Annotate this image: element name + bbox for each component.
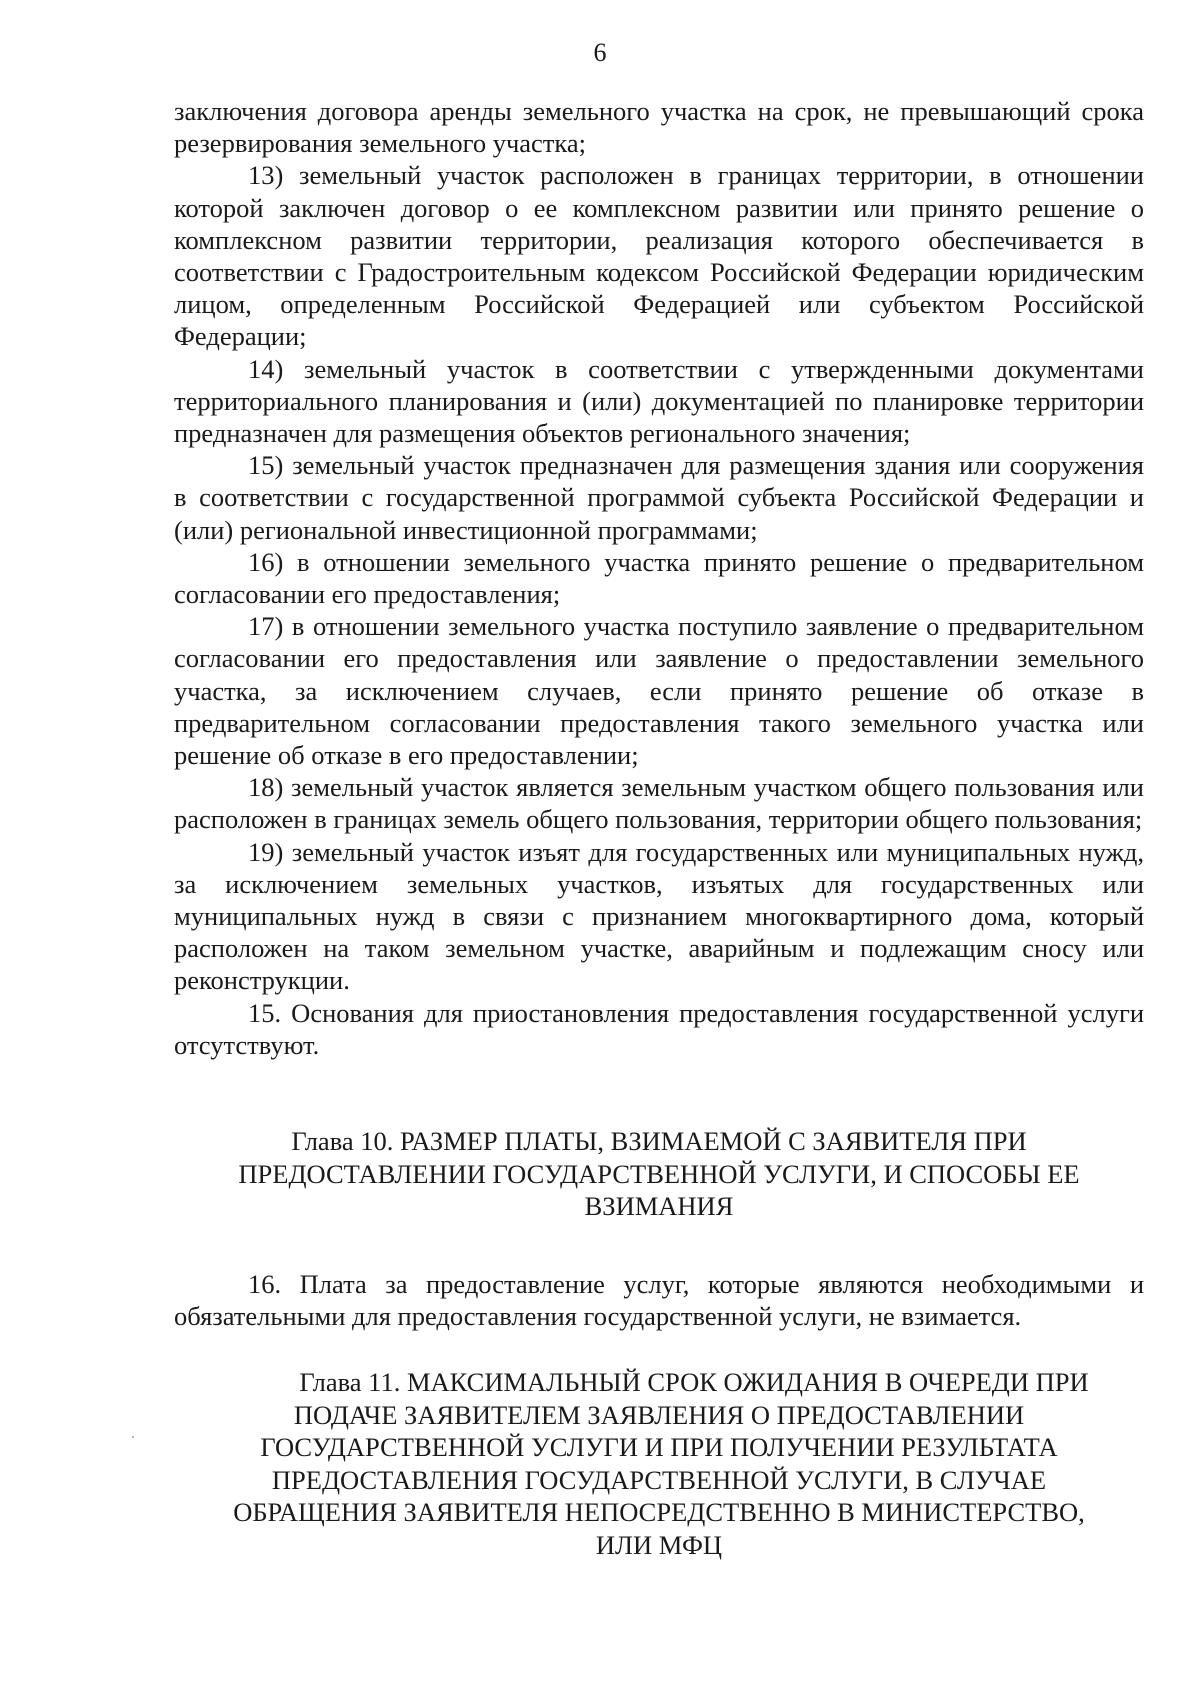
page-number: 6 [593,38,607,67]
paragraph-item-19: 19) земельный участок изъят для государственных или муниципальных нужд, за исключением земельных участков, изъятых для государственных или муниципальных нужд в связи с признанием многоквартирного дома, который расположен на таком земельном участке, аварийным и подлежащим сносу или реконструкции. [174,836,1144,996]
scan-speck [132,1436,134,1438]
paragraph-item-13: 13) земельный участок расположен в границах территории, в отношении которой заключен договор о ее комплексном развитии или принято решение о комплексном развитии территории, реализация которого обеспечивается в соответствии с Градостроительным кодексом Российской Федерации юридическим лицом, определенным Российской Федерацией или субъектом Российской Федерации; [174,160,1144,352]
chapter-10-heading-line: ПРЕДОСТАВЛЕНИИ ГОСУДАРСТВЕННОЙ УСЛУГИ, И СПОСОБЫ ЕЕ [238,1158,1080,1189]
chapter-11-heading [174,1366,1144,1561]
chapter-11-heading-line: ИЛИ МФЦ [595,1529,723,1560]
chapter-10-heading [174,1125,1144,1223]
chapter-11-heading-line: ПОДАЧЕ ЗАЯВИТЕЛЕМ ЗАЯВЛЕНИЯ О ПРЕДОСТАВЛЕНИИ [293,1399,1025,1430]
paragraph-clause-16-container [174,1268,1144,1332]
paragraph-item-18: 18) земельный участок является земельным участком общего пользования или расположен в границах земель общего пользования, территории общего пользования; [174,772,1144,835]
paragraph-item-17: 17) в отношении земельного участка поступило заявление о предварительном согласовании его предоставления или заявление о предоставлении земельного участка, за исключением случаев, если принято решение об отказе в предварительном согласовании предоставления такого земельного участка или решение об отказе в его предоставлении; [174,611,1144,771]
paragraph-item-16: 16) в отношении земельного участка принято решение о предварительном согласовании его предоставления; [174,546,1144,610]
paragraph-clause-15: 15. Основания для приостановления предоставления государственной услуги отсутствуют. [174,997,1144,1060]
paragraph-clause-16: 16. Плата за предоставление услуг, которые являются необходимыми и обязательными для предоставления государственной услуги, не взимается. [174,1269,1144,1332]
paragraph-continuation: заключения договора аренды земельного участка на срок, не превышающий срока резервирования земельного участка; [174,96,1144,159]
paragraph-item-14: 14) земельный участок в соответствии с утвержденными документами территориального планирования и (или) документацией по планировке территории предназначен для размещения объектов регионального значения; [174,353,1144,449]
chapter-10-heading-line: Глава 10. РАЗМЕР ПЛАТЫ, ВЗИМАЕМОЙ С ЗАЯВИТЕЛЯ ПРИ [291,1126,1027,1156]
chapter-10-heading-line: ВЗИМАНИЯ [584,1191,734,1221]
chapter-11-heading-line: ОБРАЩЕНИЯ ЗАЯВИТЕЛЯ НЕПОСРЕДСТВЕННО В МИНИСТЕРСТВО, [233,1497,1085,1527]
chapter-11-heading-line: ПРЕДОСТАВЛЕНИЯ ГОСУДАРСТВЕННОЙ УСЛУГИ, В СЛУЧАЕ [271,1464,1047,1495]
chapter-11-heading-line: ГОСУДАРСТВЕННОЙ УСЛУГИ И ПРИ ПОЛУЧЕНИИ РЕЗУЛЬТАТА [260,1432,1058,1462]
paragraph-item-15: 15) земельный участок предназначен для размещения здания или сооружения в соответствии с государственной программой субъекта Российской Федерации и (или) региональной инвестиционной программами; [174,450,1144,545]
document-body [174,95,1144,1061]
chapter-11-heading-line: Глава 11. МАКСИМАЛЬНЫЙ СРОК ОЖИДАНИЯ В ОЧЕРЕДИ ПРИ [299,1367,1089,1397]
